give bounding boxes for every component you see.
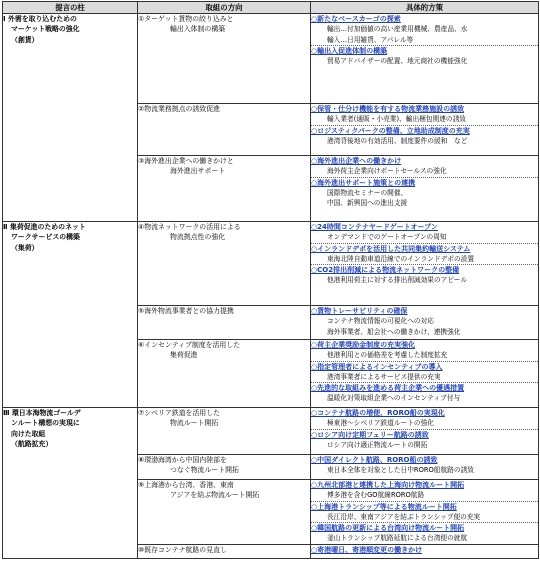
measure-item bbox=[311, 178, 538, 209]
direction-number: ⑧ bbox=[138, 456, 145, 464]
measure-detail: 海外事業者、船会社への働きかけ、連携強化 bbox=[327, 327, 461, 336]
direction-line: つなぐ物流ルート開拓 bbox=[170, 466, 239, 475]
measure-item bbox=[311, 455, 538, 476]
measure-link[interactable]: ○ロシア向け定期フェリー航路の誘致 bbox=[311, 430, 429, 439]
pillar-line-wrap bbox=[3, 418, 137, 428]
measure-detail: 輸入…日用雑貨、アパレル等 bbox=[327, 35, 414, 44]
direction-cell bbox=[138, 156, 311, 222]
measure-item bbox=[311, 362, 538, 384]
measure-link[interactable]: ○インランドデポを活用した共同集約輸送システム bbox=[311, 244, 471, 253]
direction-number: ⑥ bbox=[138, 341, 145, 349]
direction-cell bbox=[138, 480, 311, 545]
measure-item bbox=[311, 306, 538, 337]
direction-number: ③ bbox=[138, 157, 145, 165]
measures-cell bbox=[311, 340, 539, 408]
direction-line: アジアを結ぶ物流ルート開拓 bbox=[170, 491, 260, 500]
pillar-line-wrap bbox=[3, 439, 137, 449]
measure-item bbox=[311, 244, 538, 266]
pillar-number: Ⅲ bbox=[3, 409, 10, 417]
direction-line: 海外進出企業への働きかけと bbox=[144, 157, 234, 165]
direction-line: インセンティブ制度を活用した bbox=[144, 341, 241, 349]
direction-line: 物流ネットワークの活用による bbox=[144, 223, 241, 231]
measure-item bbox=[311, 126, 538, 147]
direction-cell bbox=[138, 306, 311, 340]
measure-link[interactable]: ○CO2排出削減による物流ネットワークの整備 bbox=[311, 266, 460, 275]
direction-line: 物流ルート開拓 bbox=[170, 419, 219, 428]
direction-cell bbox=[138, 222, 311, 306]
measure-detail: 他港利用荷主に対する排出削減効果のアピール bbox=[327, 276, 468, 285]
measure-detail: 長江沿岸、東南アジアを結ぶトランシップ便の充実 bbox=[327, 512, 481, 521]
direction-line-wrap bbox=[138, 340, 310, 350]
pillar-cell bbox=[3, 408, 138, 559]
measures-cell bbox=[311, 408, 539, 455]
direction-line: 既存コンテナ航路の見直し bbox=[144, 545, 227, 554]
pillar-line: ンルート構想の実現に bbox=[11, 419, 80, 428]
measure-link[interactable]: ○輸出入促進体制の構築 bbox=[311, 46, 388, 55]
direction-line: シベリア鉄道を活用した bbox=[144, 409, 220, 417]
direction-line: 集荷促進 bbox=[170, 351, 198, 360]
measure-detail: 港湾事業者によるサービス提供の充実 bbox=[327, 372, 441, 381]
direction-number: ④ bbox=[138, 223, 145, 231]
pillar-line-wrap bbox=[3, 24, 137, 34]
pillar-line: （航路拡充） bbox=[11, 439, 53, 448]
measure-item bbox=[311, 14, 538, 46]
measure-link[interactable]: ○貨物トレーサビリティの確保 bbox=[311, 307, 408, 315]
direction-line-wrap bbox=[138, 545, 310, 555]
direction-line: ターゲット貨物の絞り込みと bbox=[144, 15, 234, 23]
direction-line: 上海港から台湾、香港、東南 bbox=[144, 481, 234, 489]
pillar-line: （集荷） bbox=[11, 243, 39, 252]
direction-line-wrap bbox=[138, 306, 310, 316]
table-body bbox=[3, 14, 539, 559]
measure-link[interactable]: ○ロジスティクパークの整備、立地助成制度の充実 bbox=[311, 126, 470, 135]
direction-line-wrap bbox=[138, 156, 310, 166]
direction-line-wrap bbox=[138, 350, 310, 360]
measure-detail: 博多港を含むGO航線RORO航路 bbox=[327, 491, 425, 500]
header-measures: 具体的方策 bbox=[311, 2, 539, 14]
direction-line-wrap bbox=[138, 232, 310, 242]
direction-line: 物流業務拠点の誘致促進 bbox=[144, 105, 220, 113]
direction-line-wrap bbox=[138, 166, 310, 176]
measure-detail: コンテナ物流情報の可視化への対応 bbox=[327, 317, 434, 326]
measures-cell bbox=[311, 455, 539, 480]
direction-line-wrap bbox=[138, 490, 310, 500]
table-row bbox=[3, 222, 539, 306]
pillar-cell bbox=[3, 14, 138, 222]
measure-detail: ロシア向け適正物流ルートの開拓 bbox=[327, 440, 428, 449]
direction-number: ⑩ bbox=[138, 545, 145, 554]
measure-link[interactable]: ○新たなベースカーゴの探索 bbox=[311, 15, 401, 23]
direction-number: ⑨ bbox=[138, 481, 145, 489]
measure-link[interactable]: ○海外進出サポート施策との連携 bbox=[311, 178, 416, 187]
pillar-line-wrap bbox=[3, 232, 137, 242]
pillar-line: 向けた取組 bbox=[11, 429, 46, 438]
direction-cell bbox=[138, 340, 311, 408]
measure-detail: 中国、新興国への進出支援 bbox=[327, 199, 408, 208]
pillar-number: Ⅱ bbox=[3, 223, 8, 231]
direction-line-wrap bbox=[138, 14, 310, 24]
measure-link[interactable]: ○中国ダイレクト航路、RORO船の誘致 bbox=[311, 456, 438, 464]
measure-link[interactable]: ○指定管理者によるインセンティブの導入 bbox=[311, 362, 443, 371]
measure-link[interactable]: ○保管・仕分け機能を有する物流業務施設の誘致 bbox=[311, 105, 465, 113]
measure-detail: オンデマンドでのゲートオープンの周知 bbox=[327, 233, 447, 242]
pillar-line: 外需を取り込むための bbox=[7, 15, 77, 23]
measures-cell bbox=[311, 222, 539, 306]
measure-detail: 釜山トランシップ航路延航による台湾便の就航 bbox=[327, 534, 468, 543]
pillar-line: 環日本海物流ゴールデ bbox=[11, 409, 81, 417]
measure-item bbox=[311, 408, 538, 430]
measure-item bbox=[311, 430, 538, 451]
header-pillar: 提言の柱 bbox=[3, 2, 138, 14]
direction-number: ① bbox=[138, 15, 145, 23]
direction-line: 海外進出サポート bbox=[170, 167, 226, 176]
measure-detail: 輸出…付加価値の高い産業用機械、農産品、水 bbox=[327, 25, 468, 34]
direction-cell bbox=[138, 544, 311, 558]
measure-link[interactable]: ○コンテナ航路の増便、RORO船の実現化 bbox=[311, 409, 445, 417]
direction-line-wrap bbox=[138, 222, 310, 232]
measure-detail: 輸入業者(通販・小売業)、輸出梱包関連の誘致 bbox=[327, 115, 466, 124]
measures-cell bbox=[311, 480, 539, 545]
measure-item bbox=[311, 545, 538, 555]
pillar-line: ワークサービスの構築 bbox=[11, 233, 80, 242]
measure-link[interactable]: ○韓国航路の更新による台湾向け物流ルート開拓 bbox=[311, 524, 465, 533]
direction-cell bbox=[138, 408, 311, 455]
direction-cell bbox=[138, 455, 311, 480]
pillar-cell bbox=[3, 222, 138, 408]
measure-detail: 港湾背後地の有効活用、制度要件の緩和 など bbox=[327, 136, 468, 145]
measure-link[interactable]: ○寄港曜日、寄港順変更の働きかけ bbox=[311, 545, 423, 554]
direction-line: 物流拠点性の強化 bbox=[170, 233, 226, 242]
measure-detail: 東日本全体を対象とした日中RORO船航路の誘致 bbox=[327, 466, 474, 475]
strategy-table bbox=[2, 1, 539, 559]
direction-line-wrap bbox=[138, 104, 310, 114]
measures-cell bbox=[311, 104, 539, 156]
measure-detail: 温暖化対策取組企業へのインセンティブ付与 bbox=[327, 394, 461, 403]
direction-line: 輸出入体制の構築 bbox=[170, 25, 226, 34]
direction-line-wrap bbox=[138, 465, 310, 475]
direction-cell bbox=[138, 104, 311, 156]
header-row bbox=[3, 2, 539, 14]
measure-item bbox=[311, 46, 538, 67]
measure-item bbox=[311, 265, 538, 286]
measures-cell bbox=[311, 156, 539, 222]
pillar-number: Ⅰ bbox=[3, 15, 6, 23]
direction-number: ② bbox=[138, 105, 145, 113]
measure-item bbox=[311, 104, 538, 126]
direction-line-wrap bbox=[138, 418, 310, 428]
measure-item bbox=[311, 383, 538, 404]
measure-link[interactable]: ○24時間コンテナヤードゲートオープン bbox=[311, 223, 438, 231]
direction-line-wrap bbox=[138, 408, 310, 418]
direction-number: ⑤ bbox=[138, 307, 145, 315]
measure-item bbox=[311, 502, 538, 524]
direction-cell bbox=[138, 14, 311, 104]
measure-item bbox=[311, 156, 538, 178]
measure-detail: 貿易アドバイザーの配置、地元商社の機能強化 bbox=[327, 57, 468, 66]
measures-cell bbox=[311, 306, 539, 340]
measure-link[interactable]: ○上海港トランシップ等による物流ルート開拓 bbox=[311, 502, 457, 511]
measure-link[interactable]: ○九州北部港と連携した上海向け物流ルート開拓 bbox=[311, 481, 465, 489]
measure-link[interactable]: ○海外進出企業への働きかけ bbox=[311, 157, 402, 165]
direction-line-wrap bbox=[138, 480, 310, 490]
header-direction: 取組の方向 bbox=[138, 2, 311, 14]
measure-detail: 国際物流セミナーの開催、 bbox=[327, 188, 408, 197]
direction-line: 海外物流事業者との協力提携 bbox=[144, 307, 234, 315]
measure-detail: 東海北陸自動車道沿線でのインランドデポの設置 bbox=[327, 254, 475, 263]
measure-link[interactable]: ○先進的な取組みを進める荷主企業への優遇措置 bbox=[311, 384, 465, 393]
pillar-line-wrap bbox=[3, 429, 137, 439]
direction-line: 環渤海湾から中国内陸部を bbox=[144, 456, 227, 464]
direction-line-wrap bbox=[138, 24, 310, 34]
measure-item bbox=[311, 523, 538, 544]
measures-cell bbox=[311, 14, 539, 104]
table-row bbox=[3, 408, 539, 455]
table-row bbox=[3, 14, 539, 104]
pillar-line: （創貨） bbox=[11, 35, 39, 44]
measures-cell bbox=[311, 544, 539, 558]
measure-item bbox=[311, 222, 538, 244]
direction-number: ⑦ bbox=[138, 409, 145, 417]
measure-item bbox=[311, 340, 538, 362]
measure-detail: 極東港〜シベリア鉄道ルートの強化 bbox=[327, 419, 434, 428]
measure-detail: 他港利用との価格差を考慮した制度拡充 bbox=[327, 351, 448, 360]
pillar-line-wrap bbox=[3, 35, 137, 45]
measure-item bbox=[311, 480, 538, 502]
measure-detail: 海外荷主企業向けポートセールスの強化 bbox=[327, 167, 447, 176]
pillar-line-wrap bbox=[3, 243, 137, 253]
pillar-line: マーケット戦略の強化 bbox=[11, 25, 80, 34]
measure-link[interactable]: ○荷主企業奨励金制度の充実強化 bbox=[311, 341, 416, 349]
direction-line-wrap bbox=[138, 455, 310, 465]
pillar-line: 集荷促進のためのネット bbox=[9, 223, 86, 231]
